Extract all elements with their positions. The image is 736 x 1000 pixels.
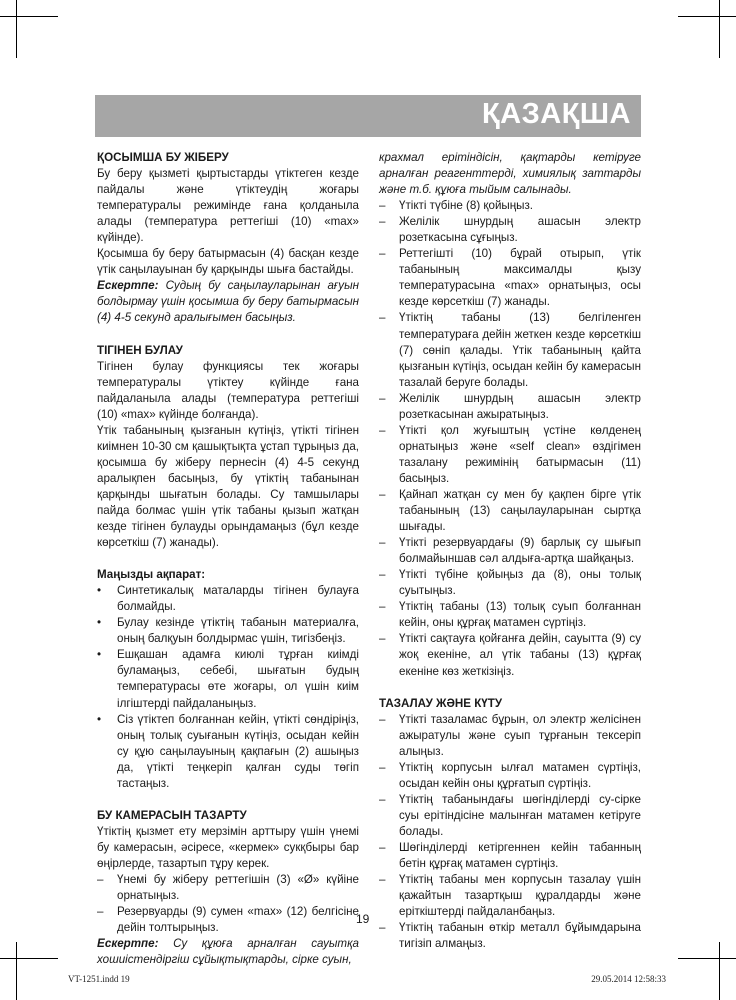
right-column bbox=[379, 150, 641, 952]
dash-marker: – bbox=[379, 423, 386, 437]
dash-marker: – bbox=[97, 872, 104, 886]
crop-mark-top-right-h bbox=[678, 16, 736, 17]
dash-marker: – bbox=[379, 215, 386, 229]
dash-marker: – bbox=[379, 792, 386, 806]
crop-mark-top-left-v bbox=[16, 0, 17, 58]
bullet-marker: • bbox=[97, 584, 102, 598]
dash-marker: – bbox=[379, 536, 386, 550]
bullet-marker: • bbox=[97, 648, 102, 662]
crop-mark-top-left-h bbox=[0, 16, 58, 17]
note-label: Ескертпе: bbox=[97, 937, 159, 951]
language-banner bbox=[95, 95, 641, 137]
left-column bbox=[97, 150, 359, 968]
dash-marker: – bbox=[379, 712, 386, 726]
bullet-list bbox=[97, 583, 359, 792]
section-title-cleaning-care: ТАЗАЛАУ ЖӘНЕ КҮТУ bbox=[379, 696, 503, 710]
page-number: 19 bbox=[356, 912, 370, 926]
section-title-steam-chamber-cleaning: БУ КАМЕРАСЫН ТАЗАРТУ bbox=[97, 808, 247, 822]
section-title-vertical-steam: ТІГІНЕН БУЛАУ bbox=[97, 343, 183, 357]
list-item: – Қайнап жатқан су мен бу қақпен бірге үтік табанының (13) саңылауларынан сыртқа шығады. bbox=[379, 487, 641, 534]
dash-marker: – bbox=[379, 632, 386, 646]
list-item: – Үтіктің табанындағы шөгінділерді су-сірке суы ерітіндісіне малынған матамен кетіруге болады. bbox=[379, 792, 641, 838]
list-item: • Сіз үтіктеп болғаннан кейін, үтікті сөндіріңіз, оның толық суығанын күтіңіз, осыдан кейін су құю саңылауының қақпағын (2) ашыңыз да, үтікті теңкеріп қалған суды төгіп тастаңыз. bbox=[97, 712, 359, 790]
dash-marker: – bbox=[97, 905, 104, 919]
dash-marker: – bbox=[379, 199, 386, 213]
dash-marker: – bbox=[379, 311, 386, 325]
note-text: Судың бу саңылауларынан ағуын болдырмау үшін қосымша бу беру батырмасын (4) 4-5 секунд аралығымен басыңыз. bbox=[97, 279, 359, 325]
cleaning-steps-list bbox=[379, 198, 641, 679]
dash-marker: – bbox=[379, 760, 386, 774]
crop-mark-bottom-left-v bbox=[16, 942, 17, 1000]
footer-timestamp: 29.05.2014 12:58:33 bbox=[591, 974, 666, 984]
list-item: – Үнемі бу жіберу реттегішін (3) «Ø» күйіне орнатыңыз. bbox=[97, 872, 359, 903]
crop-mark-bottom-left-h bbox=[0, 958, 58, 959]
paragraph: Үтіктің қызмет ету мерзімін арттыру үшін үнемі бу камерасын, әсіресе, «кермек» сукқбыры бар өңірлерде, тазартып тұру керек. bbox=[97, 824, 359, 870]
list-item: – Үтікті қол жуғыштың үстіне көлденең орнатыңыз және «self clean» өздігімен тазалану режимінің батырмасын (11) басыңыз. bbox=[379, 423, 641, 485]
bullet-marker: • bbox=[97, 712, 102, 726]
dash-marker: – bbox=[379, 840, 386, 854]
section-title-important-info: Маңызды ақпарат: bbox=[97, 568, 206, 582]
note-continuation: крахмал ерітіндісін, қақтарды кетіруге арналған реагенттерді, химиялық заттарды және т.б. құюға тыйым салынады. bbox=[379, 151, 641, 197]
paragraph: Қосымша бу беру батырмасын (4) басқан кезде үтік саңылауынан бу қарқынды шыға бастайды. bbox=[97, 247, 359, 277]
note-label: Ескертпе: bbox=[97, 279, 159, 293]
dash-marker: – bbox=[379, 873, 386, 887]
crop-mark-bottom-right-v bbox=[719, 942, 720, 1000]
paragraph: Бу беру қызметі қыртыстарды үтіктеген кезде пайдалы және үтіктеудің жоғары температуралы режимінде ғана қолданыла алады (температура реттегіші (10) «max» күйінде). bbox=[97, 167, 359, 245]
dash-marker: – bbox=[379, 600, 386, 614]
list-item: – Желілік шнурдың ашасын электр розеткасына сұғыңыз. bbox=[379, 215, 641, 245]
dash-marker: – bbox=[379, 391, 386, 405]
list-item: • Булау кезінде үтіктің табанын материалға, оның балқуын болдырмас үшін, тигізбеңіз. bbox=[97, 616, 359, 646]
list-item: – Үтікті түбіне қойыңыз да (8), оны толық суытыңыз. bbox=[379, 568, 641, 598]
dash-list bbox=[97, 872, 359, 936]
note bbox=[97, 936, 359, 968]
list-item: – Шөгінділерді кетіргеннен кейін табанның бетін құрғақ матамен сүртіңіз. bbox=[379, 840, 641, 871]
dash-marker: – bbox=[379, 921, 386, 935]
list-item: – Үтікті тазаламас бұрын, ол электр желісінен ажыратулы және суып тұрғанын тексеріп алыңыз. bbox=[379, 712, 641, 758]
list-item: • Ешқашан адамға киюлі тұрған киімді буламаңыз, себебі, шығатын будың температурасы өте жоғары, ол үшін киім ілгіштерді пайдаланыңыз. bbox=[97, 648, 359, 710]
bullet-marker: • bbox=[97, 616, 102, 630]
list-item: – Үтікті түбіне (8) қойыңыз. bbox=[379, 198, 641, 214]
paragraph: Тігінен булау функциясы тек жоғары температуралы үтіктеу күйінде ғана пайдаланыла алады (температура реттегіші (10) «max» күйінде болғанда). bbox=[97, 359, 359, 421]
note bbox=[97, 278, 359, 326]
crop-mark-bottom-right-h bbox=[678, 958, 736, 959]
list-item: – Реттегішті (10) бұрай отырып, үтік табанының максималды қызу температурасына «max» орнатыңыз, осы кезде көрсеткіш (7) жанады. bbox=[379, 247, 641, 309]
list-item: – Үтіктің табанын өткір металл бұйымдарына тигізіп алмаңыз. bbox=[379, 921, 641, 951]
list-item: – Үтікті сақтауға қойғанға дейін, сауытта (9) су жоқ екеніне, ал үтік табаны (13) құрғақ екеніне көз жеткізіңіз. bbox=[379, 632, 641, 678]
dash-marker: – bbox=[379, 568, 386, 582]
care-list bbox=[379, 712, 641, 953]
crop-mark-top-right-v bbox=[719, 0, 720, 58]
list-item: – Желілік шнурдың ашасын электр розеткасынан ажыратыңыз. bbox=[379, 391, 641, 421]
list-item: – Резервуарды (9) сумен «max» (12) белгісіне дейін толтырыңыз. bbox=[97, 905, 359, 935]
dash-marker: – bbox=[379, 487, 386, 501]
list-item: – Үтіктің табаны (13) толық суып болғаннан кейін, оны құрғақ матамен сүртіңіз. bbox=[379, 600, 641, 630]
section-title-extra-steam: ҚОСЫМША БУ ЖІБЕРУ bbox=[97, 151, 229, 164]
footer-file-info: VT-1251.indd 19 bbox=[68, 974, 130, 984]
list-item: – Үтіктің табаны (13) белгіленген температураға дейін жеткен кезде көрсеткіш (7) сөніп қалады. Үтік табанының қайта қызғанын күтіңіз, осыдан кейін бу камерасын тазалай беруге болады. bbox=[379, 311, 642, 389]
banner-title: ҚАЗАҚША bbox=[481, 98, 631, 130]
list-item: – Үтіктің корпусын ылғал матамен сүртіңіз, осыдан кейін оны құрғатып сүртіңіз. bbox=[379, 760, 641, 790]
note-text: Су құюға арналған сауытқа хошиістендіргіш сұйықтықтарды, сірке суын, bbox=[97, 937, 359, 967]
dash-marker: – bbox=[379, 247, 386, 261]
list-item: – Үтіктің табаны мен корпусын тазалау үшін қажайтын тазартқыш құралдарды және еріткіштерді пайдаланбаңыз. bbox=[379, 873, 641, 919]
list-item: • Синтетикалық маталарды тігінен булауға болмайды. bbox=[97, 584, 359, 614]
paragraph: Үтік табанының қызғанын күтіңіз, үтікті тігінен киімнен 10-30 см қашықтықта ұстап тұрыңыз да, қосымша бу жіберу пернесін (4) 4-5 секунд аралықпен басыңыз, бу үтіктің табанынан қарқынды шығатын болады. Су тамшылары пайда болмас үшін үтік табаны қызып жатқан кезде тігінен булауды орындамаңыз (бұл кезде көрсеткіш (7) жанады). bbox=[97, 423, 359, 550]
list-item: – Үтікті резервуардағы (9) барлық су шығып болмайыншав сәл алдыға-артқа шайқаңыз. bbox=[379, 536, 641, 566]
